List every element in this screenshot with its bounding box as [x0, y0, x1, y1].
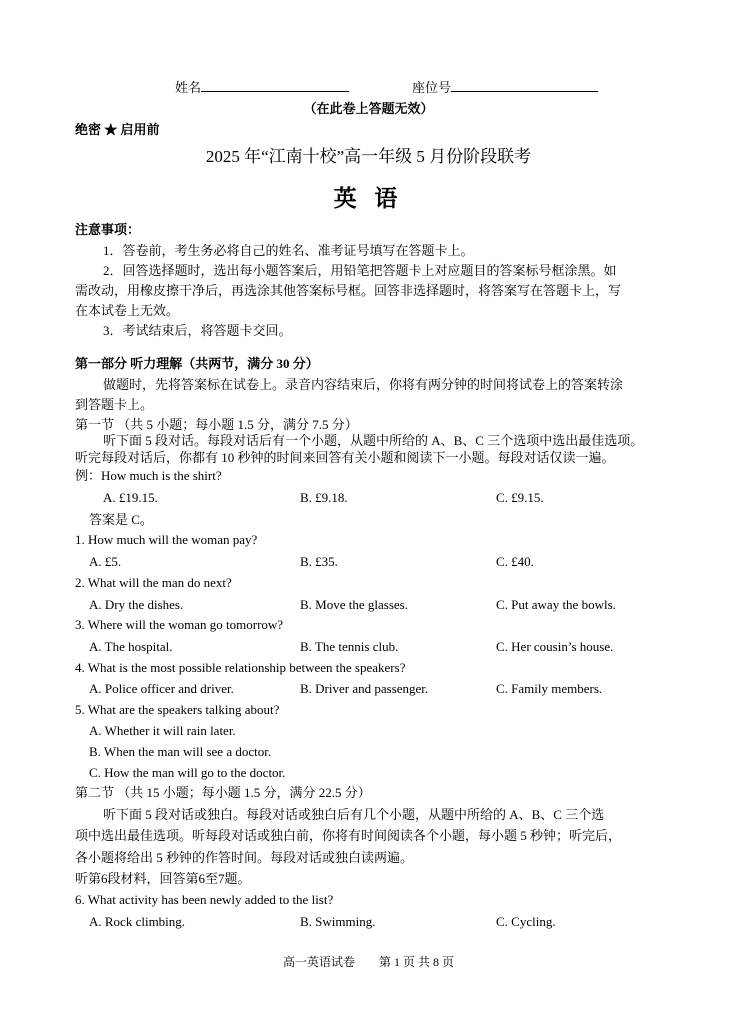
question-1: 1. How much will the woman pay? [75, 532, 258, 547]
q6-option-c: C. Cycling. [496, 914, 556, 929]
page-footer: 高一英语试卷 第 1 页 共 8 页 [282, 955, 454, 969]
q5-option-b: B. When the man will see a doctor. [89, 744, 272, 759]
question-6: 6. What activity has been newly added to the list? [75, 892, 334, 907]
q6-option-b: B. Swimming. [300, 914, 376, 929]
example-option-a: A. £19.15. [103, 490, 158, 505]
question-2: 2. What will the man do next? [75, 575, 232, 590]
confidential-mark: 绝密 ★ 启用前 [75, 122, 160, 137]
q3-option-b: B. The tennis club. [300, 639, 399, 654]
question-4: 4. What is the most possible relationship between the speakers? [75, 660, 406, 675]
section2-instruction: 各小题将给出 5 秒钟的作答时间。每段对话或独白读两遍。 [75, 850, 414, 865]
seat-field [412, 79, 598, 96]
seat-label: 座位号 [412, 80, 452, 95]
notice-line: 在本试卷上无效。 [75, 303, 180, 318]
q2-option-b: B. Move the glasses. [300, 597, 408, 612]
section2-instruction: 听下面 5 段对话或独白。每段对话或独白后有几个小题，从题中所给的 A、B、C 三个选 [103, 807, 605, 822]
notice-line: 3．考试结束后，将答题卡交回。 [103, 323, 292, 338]
name-label: 姓名 [175, 80, 202, 95]
name-field [175, 79, 349, 96]
q1-option-b: B. £35. [300, 554, 338, 569]
notice-line: 2．回答选择题时，选出每小题答案后，用铅笔把答题卡上对应题目的答案标号框涂黑。如 [103, 263, 617, 278]
notice-heading: 注意事项： [75, 222, 141, 237]
q6-option-a: A. Rock climbing. [89, 914, 186, 929]
section2-heading: 第二节 （共 15 小题；每小题 1.5 分，满分 22.5 分） [75, 785, 371, 800]
q5-option-c: C. How the man will go to the doctor. [89, 765, 286, 780]
section1-instruction: 听下面 5 段对话。每段对话后有一个小题，从题中所给的 A、B、C 三个选项中选出最佳选项。 [103, 433, 644, 448]
part1-heading: 第一部分 听力理解（共两节，满分 30 分） [75, 356, 319, 371]
subject-title: 英 语 [333, 186, 404, 211]
invalid-note: （在此卷上答题无效） [303, 101, 434, 116]
q4-option-b: B. Driver and passenger. [300, 681, 429, 696]
q1-option-a: A. £5. [89, 554, 122, 569]
example-answer: 答案是 C。 [89, 512, 153, 527]
q4-option-a: A. Police officer and driver. [89, 681, 234, 696]
q5-option-a: A. Whether it will rain later. [89, 723, 236, 738]
exam-title: 2025 年“江南十校”高一年级 5 月份阶段联考 [205, 147, 532, 166]
notice-line: 需改动，用橡皮擦干净后，再选涂其他答案标号框。回答非选择题时，将答案写在答题卡上，写 [75, 283, 622, 298]
material-note: 听第6段材料，回答第6至7题。 [75, 871, 251, 886]
section1-instruction: 听完每段对话后，你都有 10 秒钟的时间来回答有关小题和阅读下一小题。每段对话仅读一遍。 [75, 450, 615, 465]
q4-option-c: C. Family members. [496, 681, 603, 696]
question-3: 3. Where will the woman go tomorrow? [75, 617, 284, 632]
notice-line: 1．答卷前，考生务必将自己的姓名、准考证号填写在答题卡上。 [103, 243, 474, 258]
q1-option-c: C. £40. [496, 554, 534, 569]
section1-heading: 第一节 （共 5 小题；每小题 1.5 分，满分 7.5 分） [75, 417, 358, 432]
q3-option-a: A. The hospital. [89, 639, 173, 654]
q2-option-c: C. Put away the bowls. [496, 597, 616, 612]
part1-intro: 到答题卡上。 [75, 397, 154, 412]
example-option-c: C. £9.15. [496, 490, 544, 505]
example-option-b: B. £9.18. [300, 490, 348, 505]
seat-underline [451, 79, 598, 92]
example-question: 例：How much is the shirt? [75, 468, 222, 483]
section2-instruction: 项中选出最佳选项。听每段对话或独白前，你将有时间阅读各个小题，每小题 5 秒钟；听完后， [75, 828, 622, 843]
name-underline [201, 79, 349, 92]
q2-option-a: A. Dry the dishes. [89, 597, 184, 612]
q3-option-c: C. Her cousin’s house. [496, 639, 614, 654]
part1-intro: 做题时，先将答案标在试卷上。录音内容结束后，你将有两分钟的时间将试卷上的答案转涂 [103, 377, 624, 392]
question-5: 5. What are the speakers talking about? [75, 702, 280, 717]
